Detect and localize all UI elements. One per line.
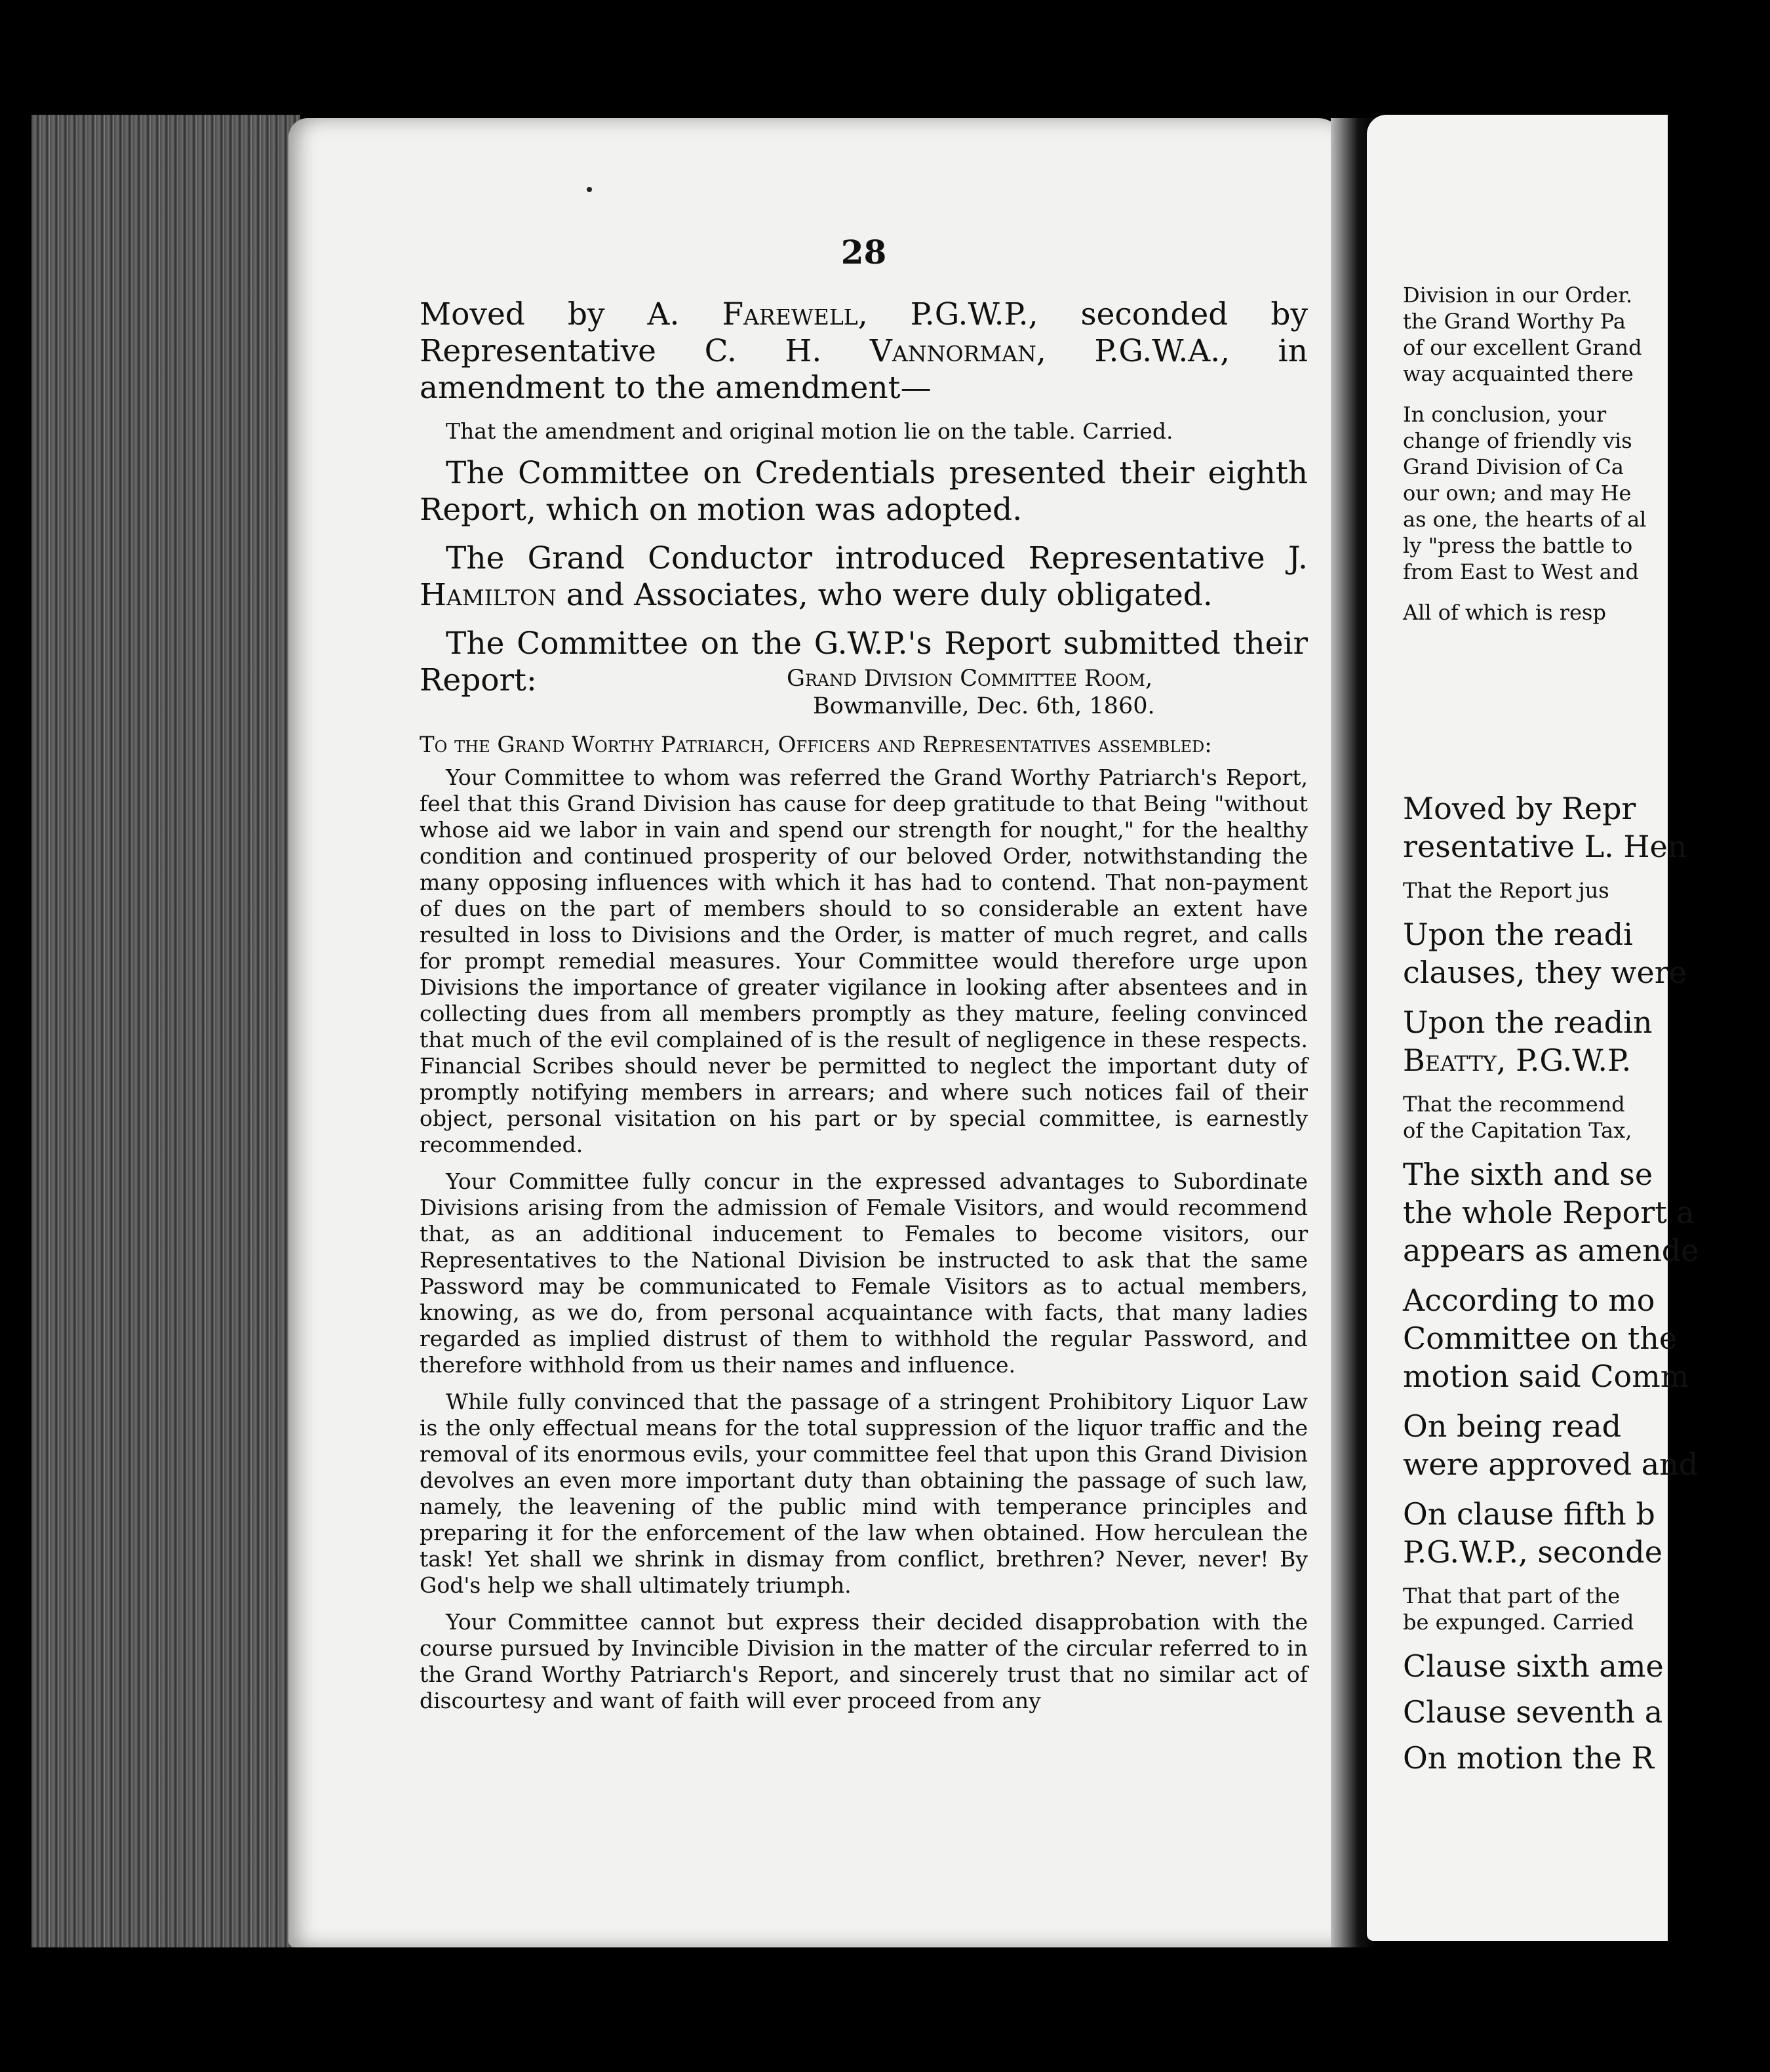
report-paragraph-2: Your Committee fully concur in the expressed advantages to Subordinate Divisions arising from the admission of Female Visitors, and would recommend that, as an additional inducement to Females to become visitors, our Representatives to the National Division be instructed to ask that the same Password may be communicated to Female Visitors as to actual members, knowing, as we do, from personal acquaintance with facts, that many ladies regarded as implied distrust of them to withhold the regular Password, and therefore withhold from us their names and influence. [420, 1168, 1308, 1378]
right-block-15: Clause seventh a [1403, 1694, 1663, 1730]
right-block-16: On motion the R [1403, 1740, 1655, 1776]
right-block-12: On clause fifth b P.G.W.P., seconde [1403, 1496, 1662, 1570]
right-block-8: That the recommend of the Capitation Tax, [1403, 1092, 1632, 1143]
report-paragraph-4: Your Committee cannot but express their decided disapprobation with the course pursued by Invincible Division in the matter of the circular referred to in the Grand Worthy Patriarch's Report, and sincerely trust that no similar act of discourtesy and want of faith will ever proceed from any [420, 1609, 1308, 1713]
report-heading [787, 665, 1308, 720]
right-block-13: That that part of the be expunged. Carried [1403, 1584, 1634, 1635]
right-block-10: According to mo Committee on the motion said Comm [1403, 1283, 1689, 1394]
report-heading-line-1: Grand Division Committee Room, [787, 666, 1153, 692]
report-intro-paragraph: The Committee on the G.W.P.'s Report submitted their Report: [420, 626, 1308, 698]
right-block-6: Upon the readi clauses, they were [1403, 917, 1687, 990]
report-heading-line-2: Bowmanville, Dec. 6th, 1860. [813, 693, 1155, 719]
right-block-5: That the Report jus [1403, 878, 1609, 903]
right-block-9: The sixth and se the whole Report a appears as amende [1403, 1157, 1699, 1268]
credentials-paragraph: The Committee on Credentials presented their eighth Report, which on motion was adopted. [420, 455, 1308, 528]
page-edges [31, 115, 300, 1947]
report-paragraph-3: While fully convinced that the passage of a stringent Prohibitory Liquor Law is the only effectual means for the total suppression of the liquor traffic and the removal of its enormous evils, your committee feel that upon this Grand Division devolves an even more important duty than obtaining the passage of such law, namely, the leavening of the public mind with temperance principles and preparing it for the enforcement of the law when obtained. How herculean the task! Yet shall we shrink in dismay from conflict, brethren? Never, never! By God's help we shall ultimately triumph. [420, 1389, 1308, 1598]
right-block-3: All of which is resp [1403, 600, 1606, 625]
report-paragraph-1: Your Committee to whom was referred the Grand Worthy Patriarch's Report, feel that this Grand Division has cause for deep gratitude to that Being "without whose aid we labor in vain and spend our strength for nought," for the healthy condition and continued prosperity of our beloved Order, notwithstanding the many opposing influences with which it has had to contend. That non-payment of dues on the part of members should to so considerable an extent have resulted in loss to Divisions and the Order, is matter of much regret, and calls for prompt remedial measures. Your Committee would therefore urge upon Divisions the importance of greater vigilance in looking after absentees and in collecting dues from all members promptly as they mature, feeling convinced that much of the evil complained of is the result of negligence in these respects. Financial Scribes should never be permitted to neglect the important duty of promptly notifying members in arrears; and where such notices fail of their object, personal visitation on his part or by special committee, is earnestly recommended. [420, 765, 1308, 1157]
right-page-content [1403, 282, 1770, 1777]
right-block-1: Division in our Order. the Grand Worthy Pa of our excellent Grand way acquainted there [1403, 283, 1642, 386]
right-block-11: On being read were approved and [1403, 1408, 1699, 1482]
right-block-2: In conclusion, your change of friendly vis Grand Division of Ca our own; and may He as one, the hearts of al ly "press the battle to from East to West and [1403, 402, 1647, 584]
motion-paragraph: Moved by A. Farewell, P.G.W.P., seconded by Representative C. H. Vannorman, P.G.W.A., in amendment to the amendment— [420, 296, 1308, 406]
right-block-14: Clause sixth ame [1403, 1648, 1664, 1684]
ink-speck [587, 187, 592, 192]
right-block-4: Moved by Repr resentative L. Hen [1403, 791, 1687, 864]
resolution-text: That the amendment and original motion lie on the table. Carried. [446, 418, 1173, 444]
right-block-7: Upon the readin Beatty, P.G.W.P. [1403, 1005, 1653, 1078]
conductor-paragraph: The Grand Conductor introduced Representative J. Hamilton and Associates, who were duly obligated. [420, 540, 1308, 613]
left-page-content [420, 233, 1308, 1724]
report-salutation: To the Grand Worthy Patriarch, Officers and Representatives assembled: [420, 732, 1212, 758]
page-number: 28 [840, 233, 887, 271]
